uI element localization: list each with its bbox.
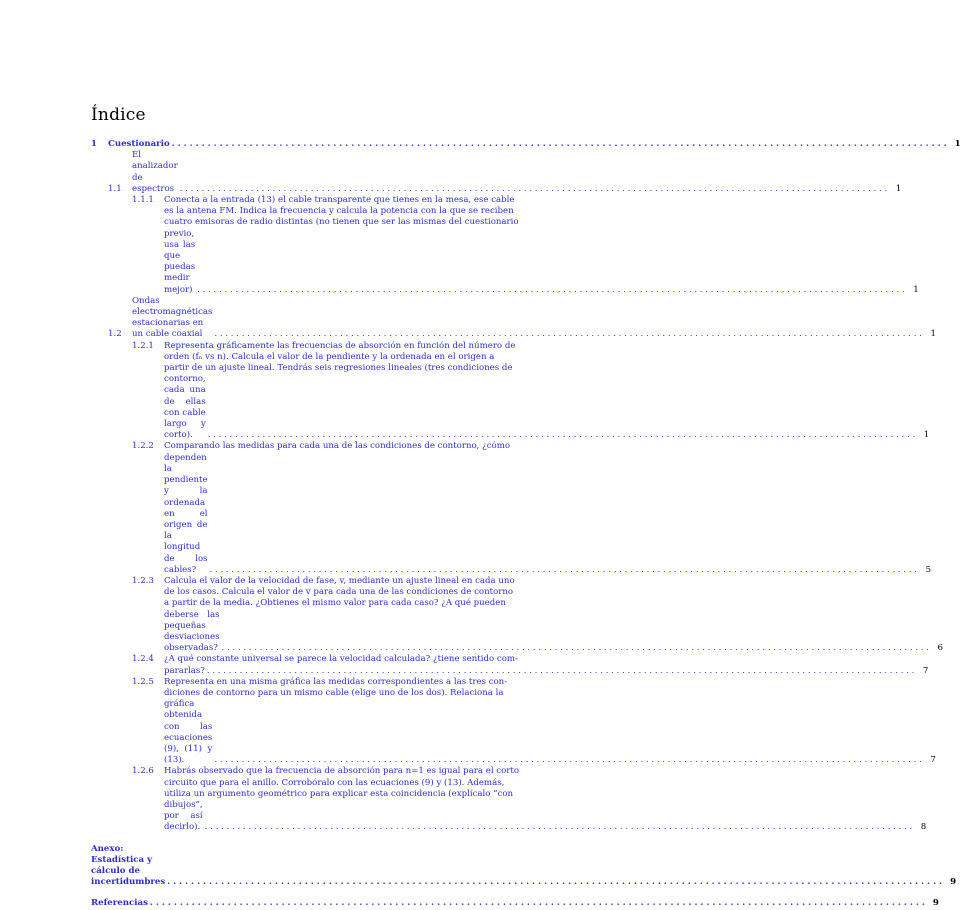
toc-page: 1 bbox=[895, 183, 902, 194]
toc-leader-dots bbox=[180, 184, 888, 195]
toc-number: 1.2.1 bbox=[132, 340, 154, 351]
toc-title: Cuestionario bbox=[108, 139, 170, 149]
toc-leader-dots bbox=[197, 285, 905, 296]
toc-entry-referencias[interactable] bbox=[91, 898, 939, 909]
toc-line: gráfica obtenida con las ecuaciones (9), (11) y (13). bbox=[164, 699, 213, 766]
toc-line: deberse las pequeñas desviaciones observadas? bbox=[164, 609, 220, 654]
toc-title: Ondas electromagnéticas estacionarias en un cable coaxial bbox=[132, 295, 213, 340]
toc-page: 7 bbox=[930, 755, 936, 766]
toc-line: partir de un ajuste lineal. Tendrás seis regresiones lineales (tres condiciones de bbox=[164, 363, 513, 374]
toc-page: 1 bbox=[930, 329, 936, 340]
toc-line: orden (fₙ vs n). Calcula el valor de la pendiente y la ordenada en el origen a bbox=[164, 351, 495, 362]
toc-heading: Índice bbox=[91, 105, 146, 125]
toc-number: 1.2 bbox=[108, 329, 122, 340]
toc-number: 1.2.6 bbox=[132, 766, 154, 777]
toc-number: 1.2.5 bbox=[132, 676, 154, 687]
toc-entry-1-2-4[interactable] bbox=[91, 654, 929, 676]
toc-line: ¿A qué constante universal se parece la velocidad calculada? ¿tiene sentido com- bbox=[164, 654, 518, 665]
toc-leader-dots bbox=[221, 643, 929, 654]
toc-line: Comparando las medidas para cada una de las condiciones de contorno, ¿cómo bbox=[164, 441, 511, 452]
toc-entry-ondas[interactable] bbox=[91, 295, 936, 341]
toc-line: de los casos. Calcula el valor de v para cada una de las condiciones de contorno bbox=[164, 587, 514, 598]
toc-entry-cuestionario[interactable] bbox=[91, 139, 961, 150]
toc-line: contorno, cada una de ellas con cable largo y corto). bbox=[164, 374, 206, 441]
toc-line: utiliza un argumento geométrico para explicar esta coincidencia (explícalo “con bbox=[164, 788, 514, 799]
toc-title: Anexo: Estadística y cálculo de incertidumbres bbox=[91, 843, 166, 888]
toc-entry-analizador[interactable] bbox=[91, 150, 902, 195]
toc-line: previo, usa las que puedas medir mejor) bbox=[164, 228, 196, 295]
toc-number: 1.2.2 bbox=[132, 441, 154, 452]
toc-line: Habrás observado que la frecuencia de absorción para n=1 es igual para el corto bbox=[164, 766, 520, 777]
toc-page: 1 bbox=[913, 284, 919, 295]
toc-line: Representa gráficamente las frecuencias de absorción en función del número de bbox=[164, 340, 516, 351]
toc-leader-dots bbox=[167, 877, 942, 888]
toc-leader-dots bbox=[208, 430, 916, 441]
toc-leader-dots bbox=[214, 329, 922, 340]
toc-line: dibujos”, por así decirlo). bbox=[164, 799, 203, 833]
toc-line: Representa en una misma gráfica las medidas correspondientes a las tres con- bbox=[164, 676, 508, 687]
toc-line: es la antena FM. Indica la frecuencia y calcula la potencia con la que se reciben bbox=[164, 206, 514, 217]
toc-title: El analizador de espectros bbox=[132, 150, 178, 194]
toc-line: pararlas? bbox=[164, 665, 205, 676]
toc-entry-1-2-1[interactable] bbox=[91, 340, 930, 442]
toc-line: circuito que para el anillo. Corrobóralo con las ecuaciones (9) y (13). Además, bbox=[164, 777, 505, 788]
toc-entry-1-2-6[interactable] bbox=[91, 766, 927, 833]
toc-leader-dots bbox=[214, 755, 922, 766]
toc-leader-dots bbox=[205, 822, 913, 833]
toc-line: dependen la pendiente y la ordenada en el origen de la longitud de los cables? bbox=[164, 452, 208, 575]
toc-number: 1.1 bbox=[108, 183, 122, 194]
toc-entry-anexo[interactable] bbox=[91, 843, 957, 889]
toc-leader-dots bbox=[207, 666, 915, 677]
toc-line: cuatro emisoras de radio distintas (no tienen que ser las mismas del cuestionario bbox=[164, 217, 519, 228]
toc-title: Referencias bbox=[91, 898, 148, 909]
toc-page: 1 bbox=[954, 139, 961, 149]
toc-entry-1-1-1[interactable] bbox=[91, 195, 919, 296]
toc-page: 8 bbox=[920, 822, 927, 833]
toc-line: Conecta a la entrada (13) el cable transparente que tienes en la mesa, ese cable bbox=[164, 195, 515, 206]
toc-page: 9 bbox=[950, 877, 957, 888]
document-page bbox=[91, 105, 961, 910]
toc-number: 1 bbox=[91, 139, 97, 149]
toc-leader-dots bbox=[172, 139, 947, 150]
toc-leader-dots bbox=[150, 898, 925, 909]
toc-number: 1.1.1 bbox=[132, 195, 154, 206]
toc-entry-1-2-2[interactable] bbox=[91, 441, 932, 575]
toc-line: Calcula el valor de la velocidad de fase, v, mediante un ajuste lineal en cada uno bbox=[164, 575, 515, 586]
toc-entry-1-2-3[interactable] bbox=[91, 575, 943, 654]
toc-number: 1.2.3 bbox=[132, 575, 154, 586]
toc-page: 1 bbox=[923, 430, 930, 441]
toc-number: 1.2.4 bbox=[132, 654, 154, 665]
toc-leader-dots bbox=[210, 565, 918, 576]
toc-line: diciones de contorno para un mismo cable (elige uno de los dos). Relaciona la bbox=[164, 687, 504, 698]
toc-entry-1-2-5[interactable] bbox=[91, 676, 936, 767]
toc-page: 6 bbox=[937, 643, 943, 654]
toc-page: 9 bbox=[932, 898, 939, 909]
toc-page: 5 bbox=[925, 564, 932, 575]
table-of-contents bbox=[91, 139, 961, 910]
toc-page: 7 bbox=[922, 665, 929, 676]
toc-line: a partir de la media. ¿Obtienes el mismo valor para cada caso? ¿A qué pueden bbox=[164, 598, 506, 609]
